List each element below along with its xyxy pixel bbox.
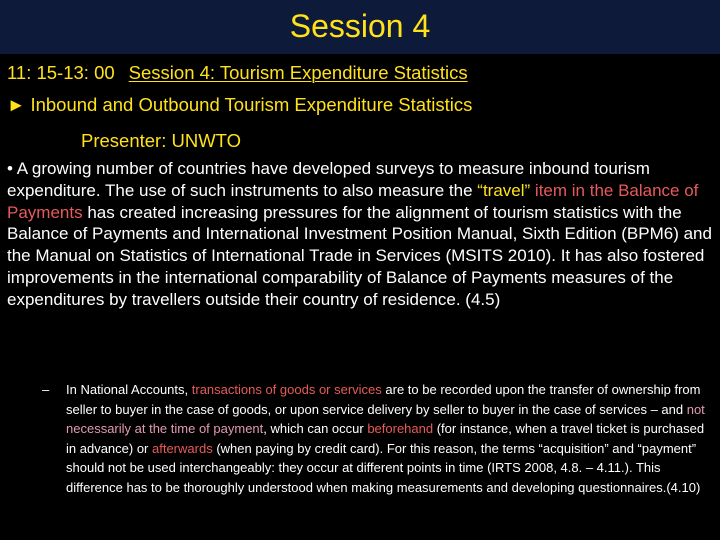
main-bullet <box>7 158 713 311</box>
sub-text-5: (when paying by credit card). For this reason, the terms “acquisition” and “payment” should not be used interchangeably: they occur at different points in time (IRTS 2008, 4.8. – 4.11.). This difference has to be thoroughly understood when making measurements and developing questionnaires.(4.10) <box>66 440 701 495</box>
sub-text-3: , which can occur <box>263 421 368 436</box>
sub-bullet-dash: – <box>42 382 50 397</box>
session-time-line <box>7 60 468 86</box>
topic-line: ► Inbound and Outbound Tourism Expenditure Statistics <box>7 94 473 115</box>
bullet-text-1: • A growing number of countries have developed surveys to measure inbound tourism expenditure. The use of such instruments to also measure the <box>7 159 650 200</box>
bop-item-highlight: item in the Balance of Payments <box>7 180 699 222</box>
presenter-line: Presenter: UNWTO <box>81 130 242 151</box>
transactions-highlight: transactions of goods or services <box>191 382 382 397</box>
beforehand-highlight: beforehand <box>367 421 434 436</box>
session-time: 11: 15-13: 00 <box>7 62 115 83</box>
bullet-text-2: has created increasing pressures for the alignment of tourism statistics with the Balance of Payments and International Investment Position Manual, Sixth Edition (BPM6) and the Manual on Statistics of International Trade in Services (MSITS 2010). It has also fostered improvements in the international comparability of Balance of Payments measures of the expenditures by travellers outside their country of residence. (4.5) <box>7 202 712 309</box>
sub-text-4: (for instance, when a travel ticket is purchased in advance) or <box>66 421 705 456</box>
session-title-link[interactable]: Session 4: Tourism Expenditure Statistics <box>128 62 468 83</box>
travel-quote: “travel” <box>477 180 531 200</box>
not-necessarily-highlight: not necessarily at the time of payment <box>66 401 705 436</box>
sub-bullet-text <box>66 380 714 497</box>
sub-text-1: In National Accounts, <box>66 382 192 397</box>
sub-text-2: are to be recorded upon the transfer of ownership from seller to buyer in the case of goods, or upon service delivery by seller to buyer in the case of services – and <box>66 382 701 417</box>
slide-title: Session 4 <box>289 8 431 44</box>
slide-content <box>0 58 720 540</box>
afterwards-highlight: afterwards <box>152 440 213 456</box>
